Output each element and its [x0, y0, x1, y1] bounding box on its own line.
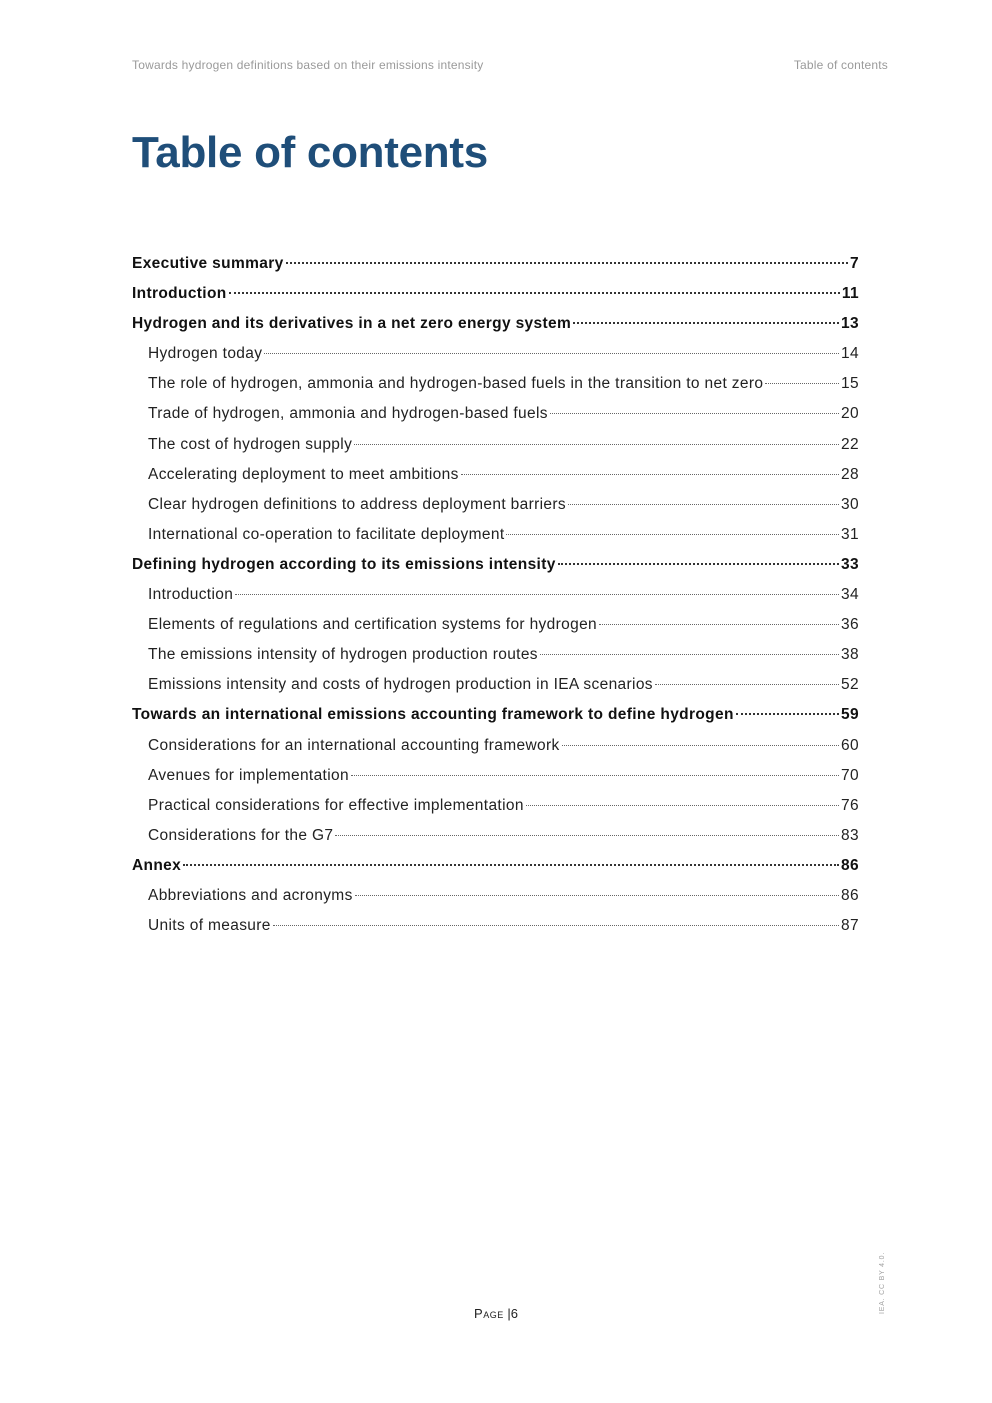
toc-entry-page-number: 38 — [841, 646, 859, 664]
toc-entry-title: The role of hydrogen, ammonia and hydrogen-based fuels in the transition to net zero — [148, 375, 764, 393]
toc-entry-page-number: 87 — [841, 917, 859, 935]
toc-section-entry[interactable] — [132, 673, 859, 703]
toc-entry-page-number: 33 — [841, 555, 859, 573]
toc-section-entry[interactable] — [132, 463, 859, 493]
toc-section-entry[interactable] — [132, 613, 859, 643]
toc-dot-leader — [540, 654, 839, 655]
toc-entry-page-number: 22 — [841, 435, 859, 453]
toc-entry-title: Introduction — [132, 285, 227, 303]
toc-entry-page-number: 76 — [841, 796, 859, 814]
toc-entry-page-number: 86 — [841, 856, 859, 874]
toc-entry-page-number: 7 — [850, 255, 859, 272]
header-document-title: Towards hydrogen definitions based on their emissions intensity — [132, 58, 484, 72]
toc-entry-page-number: 13 — [841, 315, 859, 333]
toc-entry-title: Considerations for an international accounting framework — [148, 736, 560, 754]
toc-chapter-entry[interactable] — [132, 854, 859, 884]
toc-dot-leader — [354, 444, 839, 445]
running-header — [132, 58, 888, 72]
toc-dot-leader — [235, 594, 839, 595]
toc-entry-title: Emissions intensity and costs of hydrogen production in IEA scenarios — [148, 676, 653, 694]
toc-dot-leader — [229, 292, 840, 294]
toc-entry-title: Executive summary — [132, 255, 284, 272]
toc-dot-leader — [286, 262, 848, 264]
toc-entry-page-number: 83 — [841, 826, 859, 844]
toc-section-entry[interactable] — [132, 493, 859, 523]
toc-entry-title: Considerations for the G7 — [148, 826, 334, 844]
toc-section-entry[interactable] — [132, 794, 859, 824]
toc-dot-leader — [351, 775, 839, 776]
toc-entry-title: Clear hydrogen definitions to address deployment barriers — [148, 495, 566, 513]
toc-section-entry[interactable] — [132, 734, 859, 764]
toc-entry-page-number: 70 — [841, 766, 859, 784]
toc-entry-title: Elements of regulations and certification systems for hydrogen — [148, 616, 598, 634]
toc-entry-page-number: 59 — [841, 706, 859, 724]
toc-dot-leader — [550, 413, 839, 414]
page-title: Table of contents — [132, 128, 488, 177]
toc-section-entry[interactable] — [132, 914, 859, 944]
toc-entry-title: Hydrogen and its derivatives in a net zero energy system — [132, 315, 572, 333]
toc-entry-title: Towards an international emissions accounting framework to define hydrogen — [132, 706, 734, 724]
toc-dot-leader — [736, 713, 839, 715]
toc-dot-leader — [573, 322, 839, 324]
table-of-contents — [132, 252, 859, 944]
toc-dot-leader — [562, 745, 839, 746]
page-separator: | — [507, 1306, 511, 1321]
page-label: Page — [474, 1306, 504, 1321]
toc-section-entry[interactable] — [132, 523, 859, 553]
header-section-title: Table of contents — [793, 58, 888, 72]
toc-entry-title: Avenues for implementation — [148, 766, 349, 784]
page-footer — [0, 1306, 992, 1321]
toc-entry-title: International co-operation to facilitate deployment — [148, 525, 505, 543]
toc-section-entry[interactable] — [132, 884, 859, 914]
license-note: IEA. CC BY 4.0. — [879, 1251, 886, 1314]
toc-dot-leader — [355, 895, 839, 896]
toc-entry-page-number: 30 — [841, 495, 859, 513]
toc-dot-leader — [655, 684, 839, 685]
toc-entry-title: Accelerating deployment to meet ambitions — [148, 465, 459, 483]
toc-section-entry[interactable] — [132, 643, 859, 673]
toc-dot-leader — [183, 864, 839, 866]
toc-dot-leader — [461, 474, 839, 475]
toc-dot-leader — [264, 353, 839, 354]
toc-entry-page-number: 15 — [841, 375, 859, 393]
toc-chapter-entry[interactable] — [132, 282, 859, 312]
toc-dot-leader — [526, 805, 839, 806]
toc-entry-page-number: 60 — [841, 736, 859, 754]
toc-section-entry[interactable] — [132, 402, 859, 432]
toc-entry-page-number: 86 — [841, 886, 859, 904]
toc-section-entry[interactable] — [132, 764, 859, 794]
toc-entry-page-number: 20 — [841, 405, 859, 423]
toc-section-entry[interactable] — [132, 824, 859, 854]
toc-entry-page-number: 52 — [841, 676, 859, 694]
toc-dot-leader — [506, 534, 839, 535]
toc-chapter-entry[interactable] — [132, 252, 859, 282]
toc-entry-page-number: 36 — [841, 616, 859, 634]
toc-section-entry[interactable] — [132, 583, 859, 613]
toc-section-entry[interactable] — [132, 372, 859, 402]
toc-entry-page-number: 28 — [841, 465, 859, 483]
toc-entry-title: The emissions intensity of hydrogen production routes — [148, 646, 538, 664]
toc-dot-leader — [765, 383, 839, 384]
toc-entry-page-number: 14 — [841, 345, 859, 363]
toc-section-entry[interactable] — [132, 433, 859, 463]
toc-entry-title: Defining hydrogen according to its emissions intensity — [132, 555, 556, 573]
toc-dot-leader — [335, 835, 839, 836]
toc-dot-leader — [273, 925, 839, 926]
toc-entry-title: Introduction — [148, 586, 234, 604]
toc-chapter-entry[interactable] — [132, 703, 859, 733]
toc-entry-page-number: 31 — [841, 525, 859, 543]
toc-entry-title: Abbreviations and acronyms — [148, 886, 353, 904]
toc-entry-title: Practical considerations for effective implementation — [148, 796, 524, 814]
toc-dot-leader — [558, 563, 839, 565]
toc-chapter-entry[interactable] — [132, 312, 859, 342]
toc-entry-title: The cost of hydrogen supply — [148, 435, 353, 453]
toc-section-entry[interactable] — [132, 342, 859, 372]
toc-dot-leader — [599, 624, 839, 625]
toc-entry-title: Trade of hydrogen, ammonia and hydrogen-based fuels — [148, 405, 548, 423]
toc-entry-page-number: 34 — [841, 586, 859, 604]
toc-entry-page-number: 11 — [841, 285, 859, 303]
toc-entry-title: Units of measure — [148, 917, 271, 935]
toc-dot-leader — [568, 504, 839, 505]
toc-chapter-entry[interactable] — [132, 553, 859, 583]
toc-entry-title: Hydrogen today — [148, 345, 263, 363]
page-number: 6 — [510, 1306, 518, 1321]
toc-entry-title: Annex — [132, 856, 182, 874]
